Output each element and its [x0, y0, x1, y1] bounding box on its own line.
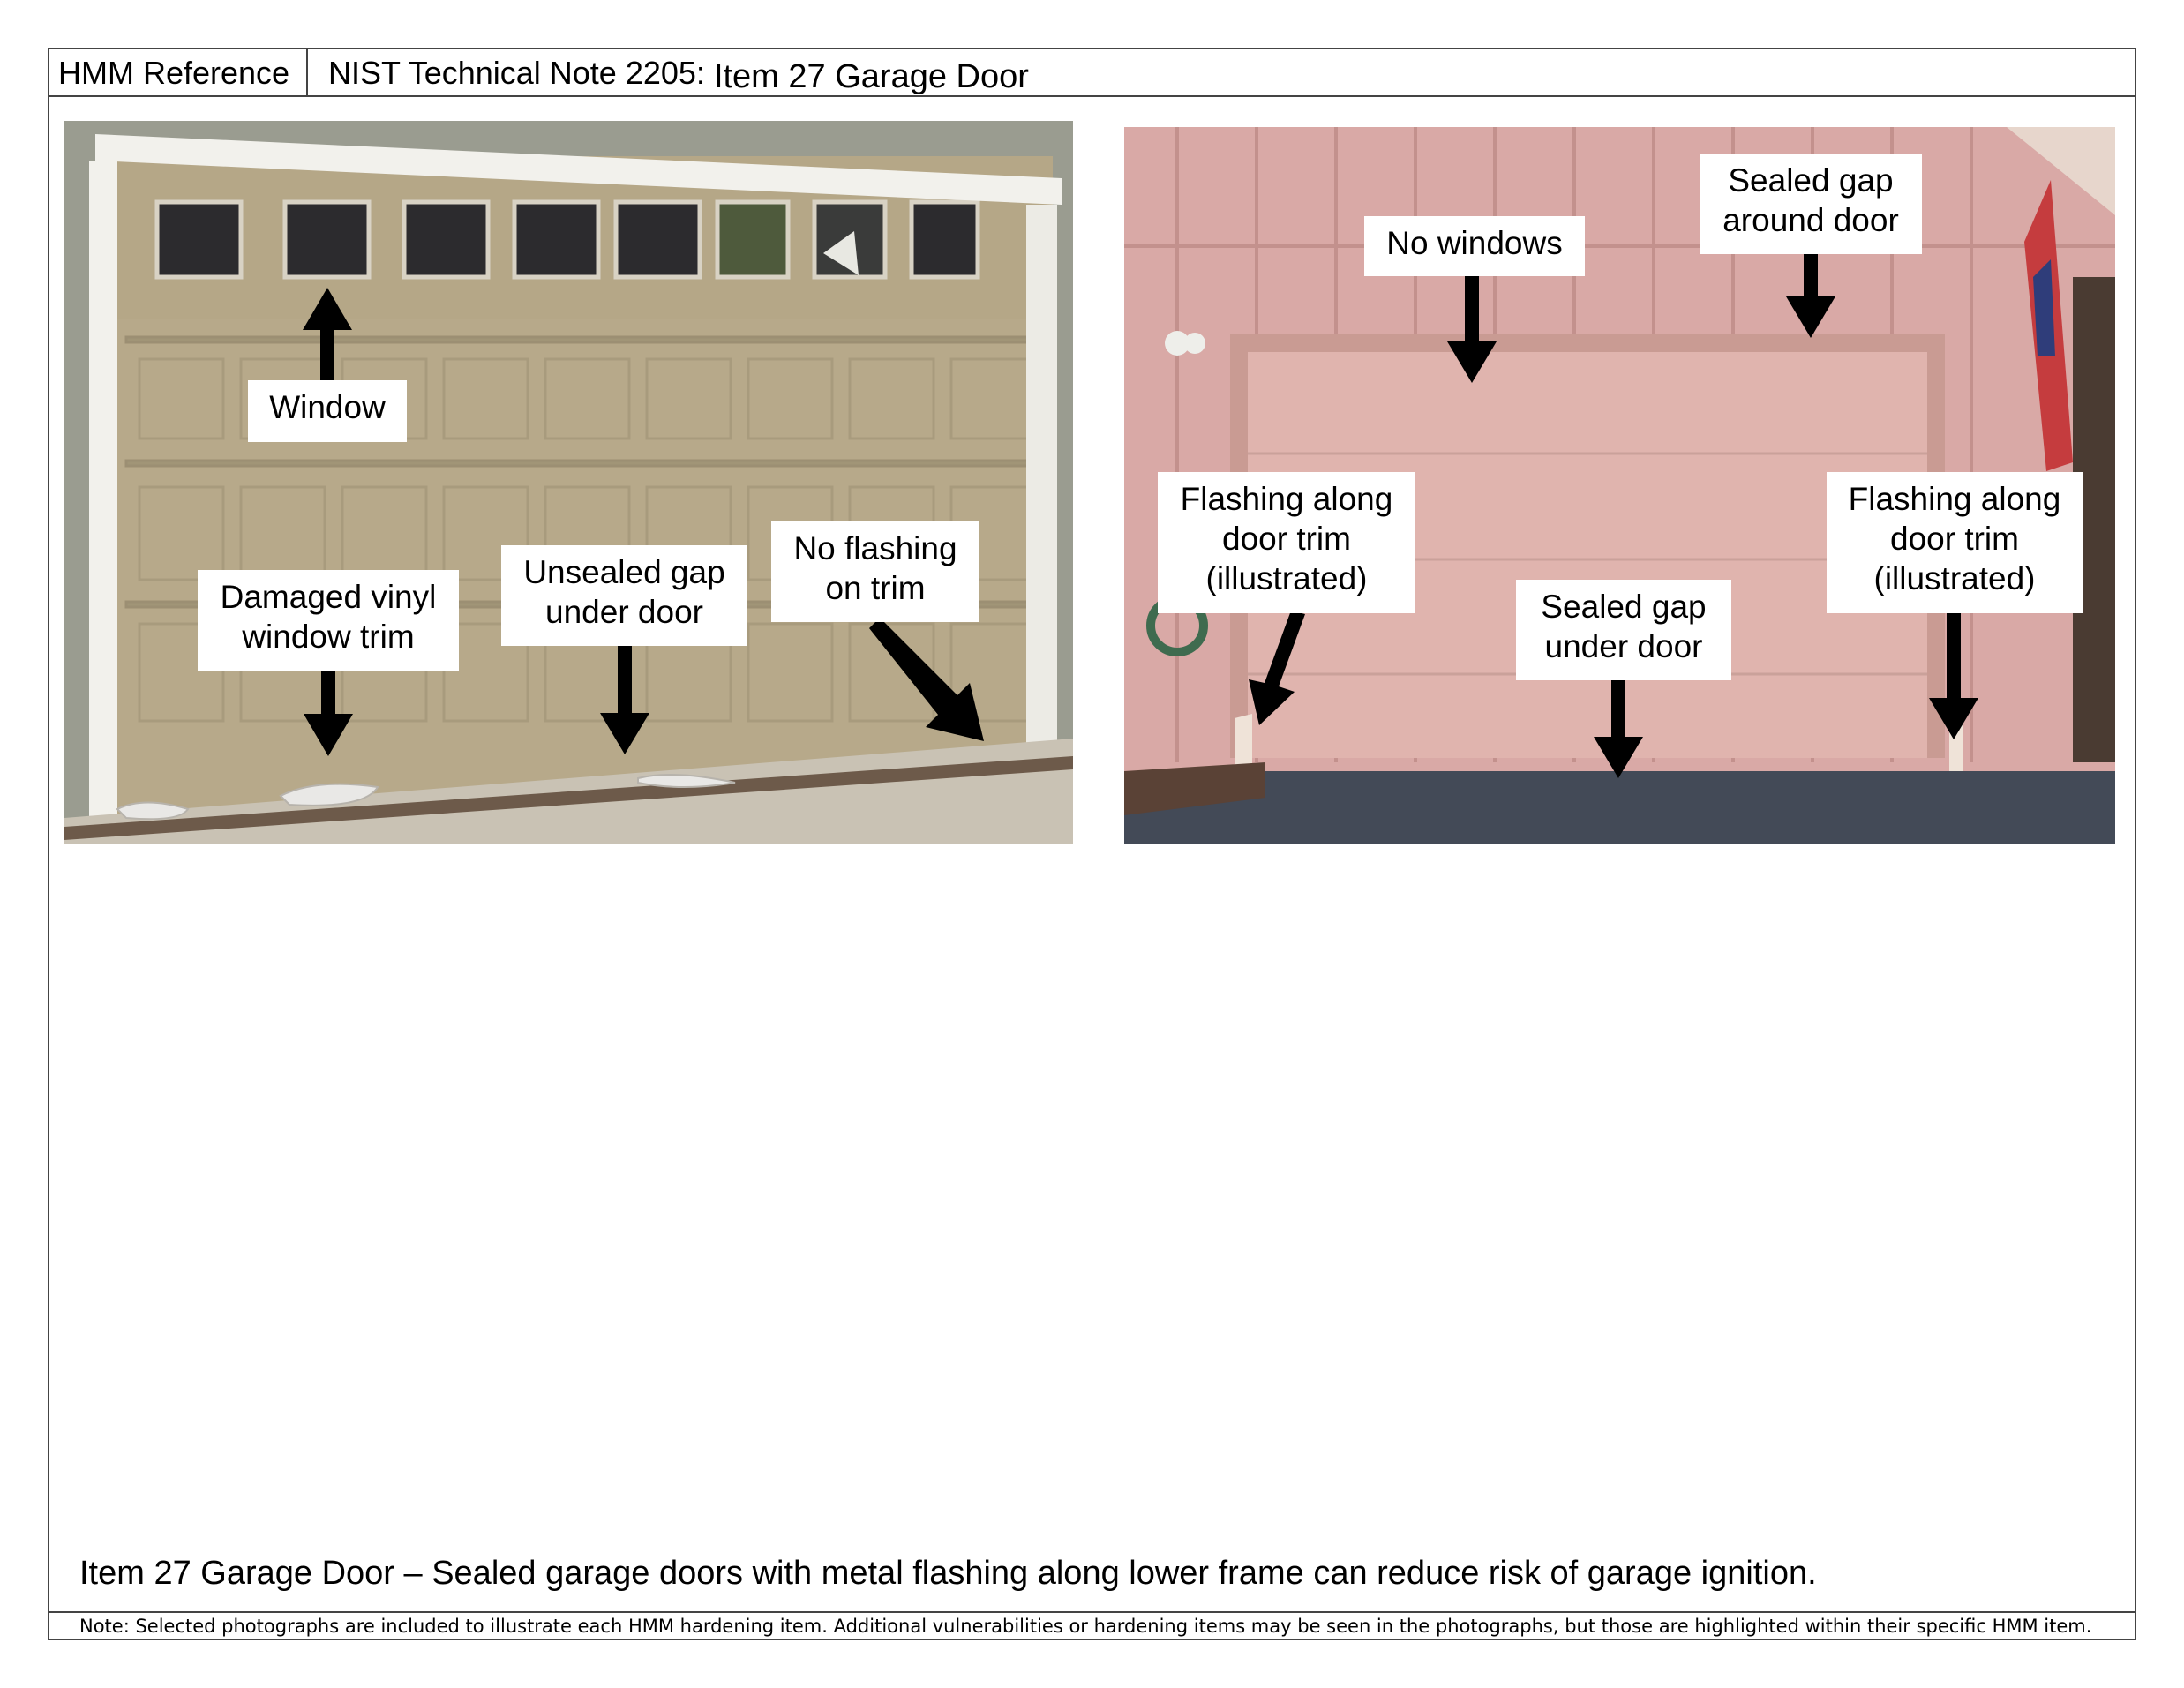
footnote: Note: Selected photographs are included to illustrate each HMM hardening item. Additional vulnerabilities or hardening items may be seen in the photographs, but those are highlighted within their specific HMM item. [79, 1616, 2092, 1637]
label-no-flashing-on-trim: No flashing on trim [771, 521, 979, 622]
arrow-sealed-gap-under [1594, 679, 1643, 778]
arrow-sealed-gap-around [1786, 254, 1835, 338]
note-divider [48, 1611, 2136, 1613]
label-flashing-along-door-trim-left: Flashing along door trim (illustrated) [1158, 472, 1415, 613]
arrow-damaged-trim [304, 668, 353, 756]
label-no-windows: No windows [1364, 216, 1585, 276]
label-sealed-gap-around-door: Sealed gap around door [1700, 154, 1922, 254]
header-column-divider [306, 48, 308, 97]
hmm-reference-label: HMM Reference [58, 55, 290, 91]
label-damaged-vinyl-window-trim: Damaged vinyl window trim [198, 570, 459, 671]
label-flashing-along-door-trim-right: Flashing along door trim (illustrated) [1827, 472, 2083, 613]
arrow-flashing-right [1929, 611, 1978, 739]
label-sealed-gap-under-door: Sealed gap under door [1516, 580, 1731, 680]
figure-caption: Item 27 Garage Door – Sealed garage doors with metal flashing along lower frame can reduce risk of garage ignition. [79, 1555, 1817, 1592]
header-title [328, 55, 1029, 93]
label-unsealed-gap-under-door: Unsealed gap under door [501, 545, 747, 646]
item-title: Item 27 Garage Door [713, 58, 1029, 95]
arrow-window [303, 288, 352, 380]
label-window: Window [248, 380, 407, 442]
arrow-no-flashing [869, 618, 997, 746]
arrow-flashing-left [1240, 611, 1310, 725]
header-divider [48, 95, 2136, 97]
arrow-no-windows [1447, 275, 1497, 383]
nist-note-title: NIST Technical Note 2205: [328, 55, 705, 91]
arrow-unsealed-gap [600, 644, 649, 754]
